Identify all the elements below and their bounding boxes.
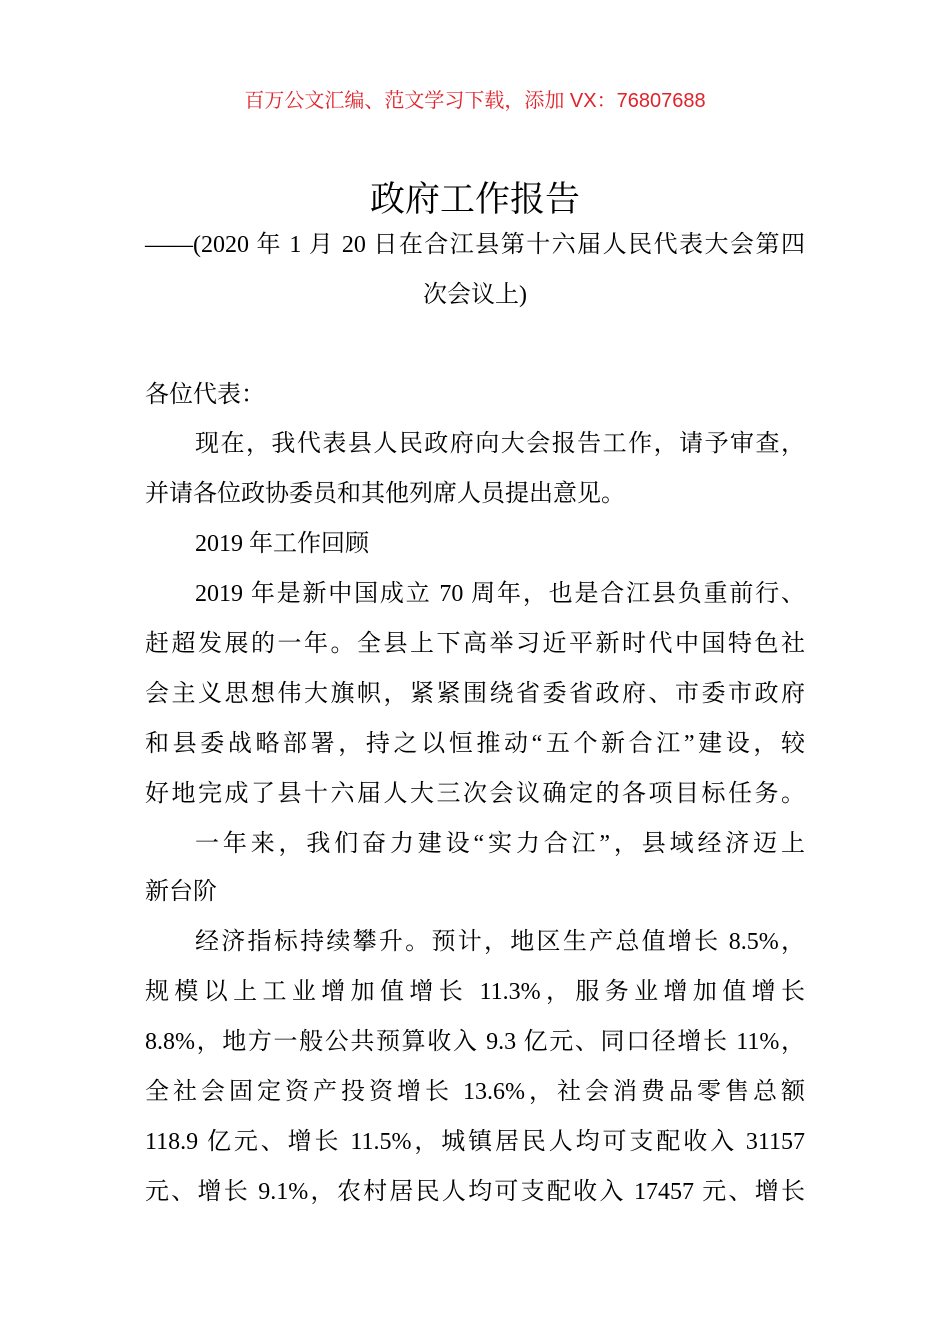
paragraph-line: 8.8%，地方一般公共预算收入 9.3 亿元、同口径增长 11%， (145, 1029, 805, 1055)
paragraph-line: 好地完成了县十六届人大三次会议确定的各项目标任务。 (145, 781, 805, 807)
paragraph-line: 和县委战略部署，持之以恒推动“五个新合江”建设，较 (145, 731, 805, 757)
paragraph-line: 元、增长 9.1%，农村居民人均可支配收入 17457 元、增长 (145, 1179, 805, 1205)
section-heading: 2019 年工作回顾 (195, 531, 369, 557)
download-notice: 百万公文汇编、范文学习下载，添加 VX：76807688 (244, 90, 706, 112)
subheading-line: 一年来，我们奋力建设“实力合江”，县域经济迈上 (195, 831, 805, 857)
paragraph-line: 会主义思想伟大旗帜，紧紧围绕省委省政府、市委市政府 (145, 681, 805, 707)
paragraph-line: 并请各位政协委员和其他列席人员提出意见。 (145, 481, 625, 507)
paragraph-line: 2019 年是新中国成立 70 周年，也是合江县负重前行、 (195, 581, 805, 607)
salutation: 各位代表： (145, 382, 265, 408)
paragraph-line: 经济指标持续攀升。预计，地区生产总值增长 8.5%， (195, 929, 805, 955)
subtitle-line-2: 次会议上) (423, 282, 527, 308)
subtitle-line-1: ——(2020 年 1 月 20 日在合江县第十六届人民代表大会第四 (145, 232, 805, 258)
subheading-line: 新台阶 (145, 879, 217, 905)
document-title: 政府工作报告 (369, 180, 580, 219)
paragraph-line: 规模以上工业增加值增长 11.3%，服务业增加值增长 (145, 979, 805, 1005)
paragraph-line: 118.9 亿元、增长 11.5%，城镇居民人均可支配收入 31157 (145, 1129, 805, 1155)
paragraph-line: 赶超发展的一年。全县上下高举习近平新时代中国特色社 (145, 631, 805, 657)
paragraph-line: 现在，我代表县人民政府向大会报告工作，请予审查， (195, 431, 805, 457)
paragraph-line: 全社会固定资产投资增长 13.6%，社会消费品零售总额 (145, 1079, 805, 1105)
